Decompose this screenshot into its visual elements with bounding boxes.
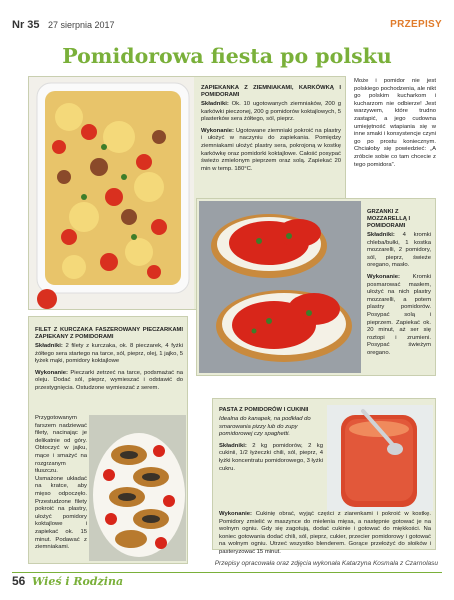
section-label: PRZEPISY bbox=[390, 19, 442, 30]
casserole-photo bbox=[29, 77, 194, 309]
recipe-chicken-method-rest: Przygotowanym farszem nadziewać filety, nacinając je delikatnie od góry. Obtoczyć w jajku, mące i smażyć na rozgrzanym tłuszczu. Usmażone układać na kratce, aby mięso odpoczęło. Przestudzone filety pokroić na plastry, ułożyć pomidory koktajlowe i zapiekać ok. 15 minut. Podawać z ziemniakami. bbox=[35, 415, 87, 551]
issue-number: Nr 35 bbox=[12, 19, 40, 31]
recipe-toast-title: GRZANKI Z MOZZARELLĄ I POMIDORAMI bbox=[367, 209, 411, 229]
recipe-casserole-title: ZAPIEKANKA Z ZIEMNIAKAMI, KARKÓWKĄ I POMIDORAMI bbox=[201, 85, 341, 98]
issue-date: 27 sierpnia 2017 bbox=[48, 20, 115, 30]
magazine-brand: Wieś i Rodzina bbox=[32, 575, 124, 588]
ingredients-label: Składniki: bbox=[35, 343, 63, 349]
ingredients-label: Składniki: bbox=[367, 232, 395, 238]
method-label: Wykonanie: bbox=[35, 369, 68, 376]
recipe-chicken-method-intro: Pieczarki zetrzeć na tarce, podsmażać na oleju. Dodać sól, pieprz, wymieszać i odstawić do przestygnięcia. Ostudzone wymieszać z serem. bbox=[35, 369, 183, 391]
ingredients-label: Składniki: bbox=[219, 442, 247, 449]
chicken-photo bbox=[89, 415, 186, 561]
recipe-paste-subtitle: Idealna do kanapek, na podkład do smarowania pizzy lub do zupy pomidorowej czy spaghetti. bbox=[219, 416, 311, 438]
recipe-chicken-text bbox=[35, 327, 183, 397]
page-number: 56 bbox=[12, 574, 26, 588]
recipe-chicken-title: FILET Z KURCZAKA FASZEROWANY PIECZARKAMI ZAPIEKANY Z POMIDORAMI bbox=[35, 327, 183, 340]
recipe-chicken-ingredients: 2 filety z kurczaka, ok. 8 pieczarek, 4 fyżki żółtego sera startego na tarce, sól, pieprz, olej, 1 jajko, 5 łyżek mąki, pomidory koktajlowe bbox=[35, 343, 183, 365]
recipe-card-paste bbox=[212, 398, 436, 555]
page-header bbox=[12, 19, 442, 33]
paste-photo bbox=[327, 405, 433, 511]
recipe-casserole-text bbox=[201, 85, 341, 177]
ingredients-label: Składniki: bbox=[201, 101, 229, 107]
recipe-paste-method-text: Cukinię obrać, wyjąć części z ziarenkami i pokroić w kostkę. Pomidory zmielić w maszynce do mielenia mięsa, a następnie gotować je na wolnym ogniu. Gdy się zagotują, dodać cukinie i gotować do miękkości. Na koniec gotowania dodać chili, sól, pieprz, cukier, przecier pomidorowy i gotować na wolnym ogniu. Utrzeć wszystko blenderem. Gorące przełożyć do słoików i pasteryzować 15 minut. bbox=[219, 511, 431, 555]
method-label: Wykonanie: bbox=[367, 273, 400, 280]
recipe-paste-text bbox=[219, 407, 323, 477]
recipe-card-chicken bbox=[28, 316, 188, 564]
intro-text: Może i pomidor nie jest polskiego pochodzenia, ale nikt go polskim kucharkom i kucharzom nie odbierze! Jest warzywem, które trudno zastąpić, a jego cudowna umiejętność wtapiania się w inne smaki i konsystencje czyni go po prostu koniecznym. Chciałoby się powiedzieć: „A zróbcie sobie co tam chcecie z tego pomidora”. bbox=[354, 78, 436, 168]
page-title: Pomidorowa fiesta po polsku bbox=[62, 44, 392, 68]
recipe-casserole-ingredients: Ok. 10 ugotowanych ziemniaków, 200 g karkówki pieczonej, 200 g pomidorów koktajlowych, 5 plasterków sera żółtego, sól, pieprz. bbox=[201, 101, 341, 123]
recipe-casserole-method: Ugotowane ziemniaki pokroić na plastry i ułożyć w naczyniu do zapiekania. Pomiędzy ziemniakami ułożyć plastry sera, pokrojoną w kostkę karkówkę oraz pomidorki koktajlowe. Całość posypać świeżo zmielonym pieprzem oraz solą. Zapiekać 20 min w temp. 180°C. bbox=[201, 127, 342, 172]
method-label: Wykonanie: bbox=[201, 127, 234, 134]
recipe-card-toast bbox=[196, 198, 436, 376]
recipe-paste-title: PASTA Z POMIDORÓW I CUKINII bbox=[219, 407, 309, 413]
recipe-paste-method bbox=[219, 511, 431, 557]
recipe-toast-method: Kromki posmarować masłem, ułożyć na nich plastry mozzarelli, a potem plastry pomidorów. Posypać solą i pieprzem. Zapiekać ok. 20 minut, aż ser się roztopi i zrumieni. Posypać świeżym oregano. bbox=[367, 273, 431, 356]
recipe-paste-ingredients: 2 kg pomidorów, 2 kg cukinii, 1/2 łyżeczki chili, sól, pieprz, 4 łyżki koncentratu pomidorowego, 3 łyżki cukru. bbox=[219, 442, 324, 472]
toast-photo bbox=[199, 201, 361, 373]
method-label: Wykonanie: bbox=[219, 511, 252, 517]
footer-divider bbox=[12, 572, 442, 573]
recipe-toast-ingredients: 4 kromki chleba/bułki, 1 kostka mozzarelli, 2 pomidory, sól, pieprz, świeże oregano, masło. bbox=[367, 232, 431, 269]
photo-credit: Przepisy opracowała oraz zdjęcia wykonała Katarzyna Kosmala z Czarnolasu bbox=[214, 560, 438, 567]
recipe-toast-text bbox=[367, 209, 431, 362]
